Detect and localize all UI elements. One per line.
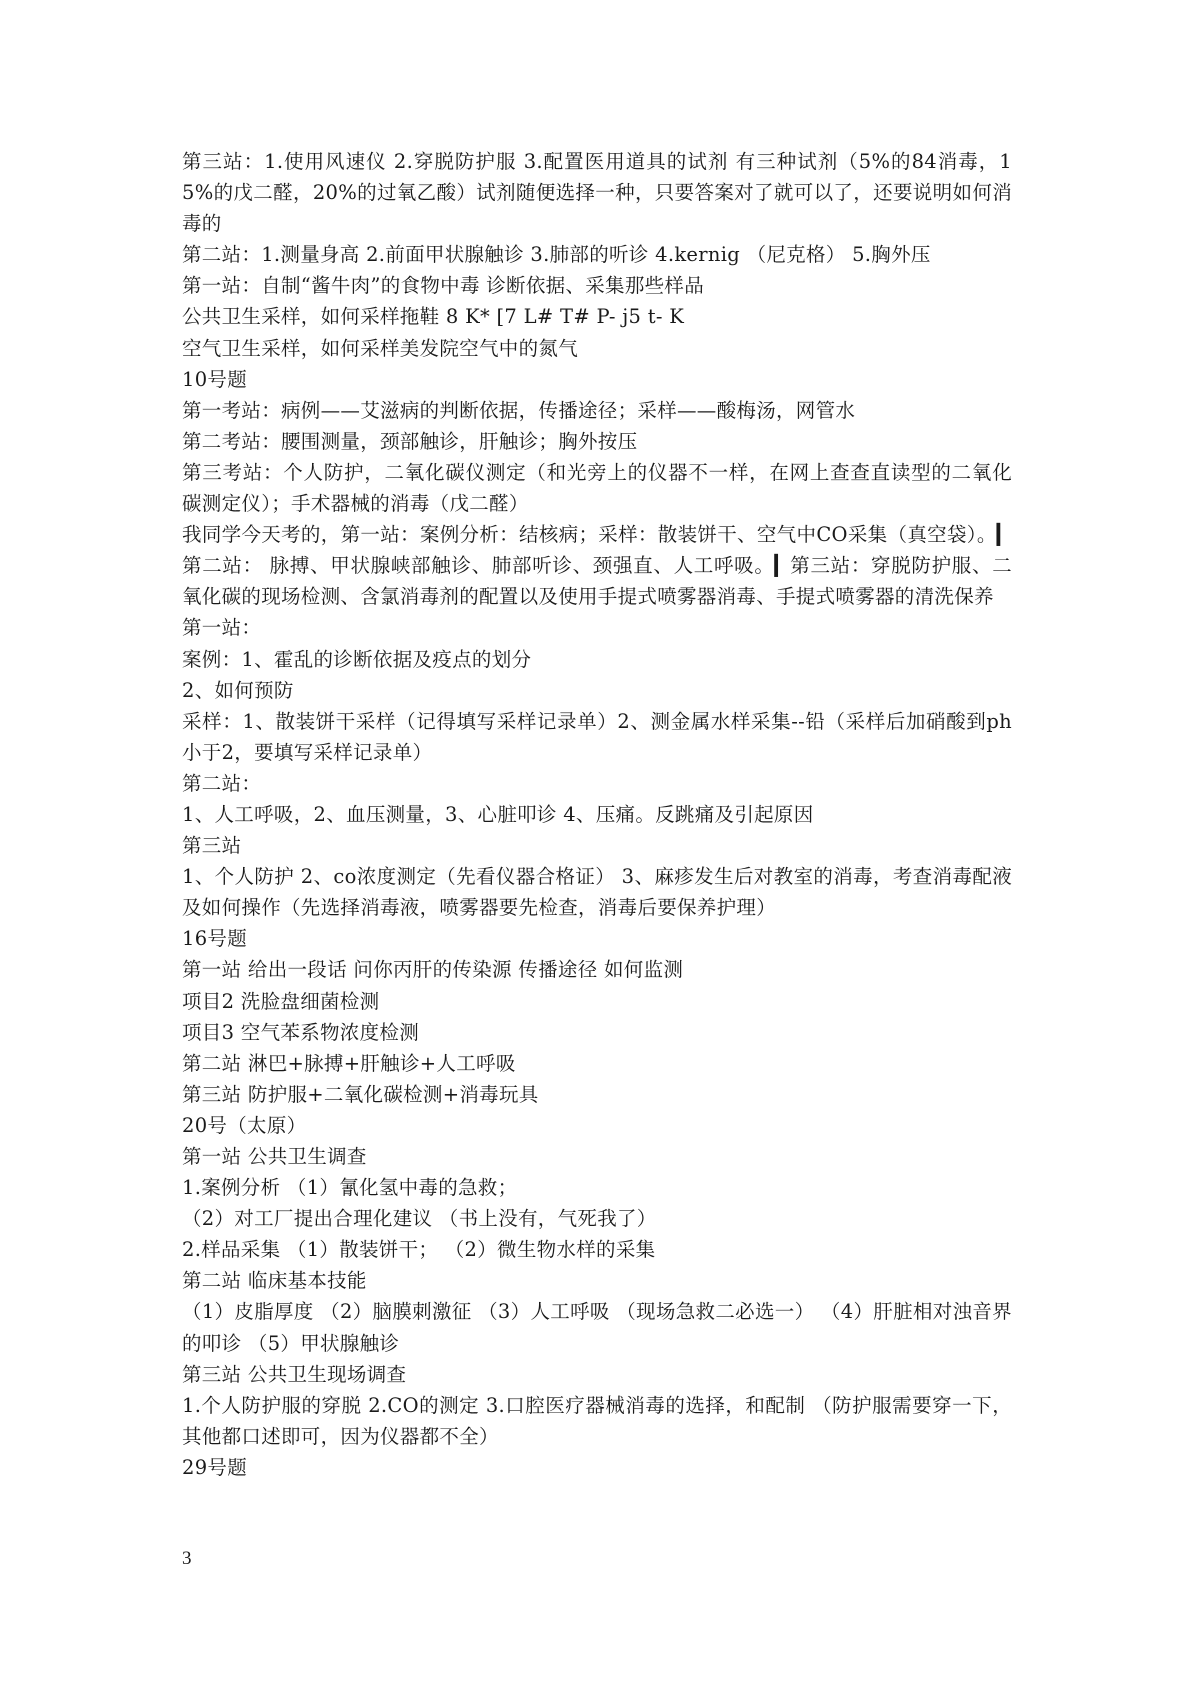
- paragraph: 空气卫生采样，如何采样美发院空气中的氮气: [182, 336, 579, 360]
- paragraph: 第三站: [182, 834, 242, 858]
- paragraph: 1、个人防护 2、co浓度测定（先看仪器合格证） 3、麻疹发生后对教室的消毒，考查消毒配液及如何操作（先选择消毒液，喷雾器要先检查，消毒后要保养护理）: [182, 865, 1012, 920]
- paragraph: 项目2 洗脸盘细菌检测: [182, 989, 380, 1013]
- section-heading: 29号题: [182, 1455, 248, 1479]
- paragraph: （2）对工厂提出合理化建议 （书上没有，气死我了）: [182, 1207, 657, 1231]
- section-heading: 10号题: [182, 367, 248, 391]
- paragraph: 2、如何预防: [182, 678, 294, 702]
- paragraph: 第一站：自制“酱牛肉”的食物中毒 诊断依据、采集那些样品: [182, 274, 705, 298]
- paragraph: 第二站：1.测量身高 2.前面甲状腺触诊 3.肺部的听诊 4.kernig （尼克格） 5.胸外压: [182, 243, 931, 267]
- paragraph: 第二考站：腰围测量，颈部触诊，肝触诊；胸外按压: [182, 429, 638, 453]
- paragraph: 采样：1、散装饼干采样（记得填写采样记录单）2、测金属水样采集--铅（采样后加硝酸到ph小于2，要填写采样记录单）: [182, 709, 1012, 764]
- paragraph: 第一站 给出一段话 问你丙肝的传染源 传播途径 如何监测: [182, 958, 684, 982]
- paragraph: 我同学今天考的，第一站：案例分析：结核病；采样：散装饼干、空气中CO采集（真空袋）。▎第二站： 脉搏、甲状腺峡部触诊、肺部听诊、颈强直、人工呼吸。▎第三站：穿脱防护服、二氧化碳的现场检测、含氯消毒剂的配置以及使用手提式喷雾器消毒、手提式喷雾器的清洗保养: [182, 523, 1012, 609]
- paragraph: 项目3 空气苯系物浓度检测: [182, 1020, 420, 1044]
- paragraph: 第一考站：病例——艾滋病的判断依据，传播途径；采样——酸梅汤，网管水: [182, 398, 856, 422]
- section-heading: 20号（太原）: [182, 1113, 307, 1137]
- paragraph: 2.样品采集 （1）散装饼干； （2）微生物水样的采集: [182, 1238, 656, 1262]
- paragraph: 第三站 公共卫生现场调查: [182, 1362, 407, 1386]
- paragraph: 第三考站：个人防护，二氧化碳仪测定（和光旁上的仪器不一样，在网上查查直读型的二氧化碳测定仪）；手术器械的消毒（戊二醛）: [182, 460, 1012, 516]
- paragraph: 第一站 公共卫生调查: [182, 1145, 367, 1168]
- paragraph: 第三站 防护服+二氧化碳检测+消毒玩具: [182, 1082, 539, 1106]
- page-number: 3: [182, 1548, 192, 1569]
- paragraph: 1、人工呼吸，2、血压测量，3、心脏叩诊 4、压痛。反跳痛及引起原因: [182, 802, 814, 826]
- paragraph: 第一站：: [182, 616, 262, 640]
- section-heading: 16号题: [182, 927, 248, 951]
- paragraph: 第二站 淋巴+脉搏+肝触诊+人工呼吸: [182, 1051, 516, 1075]
- paragraph: 第三站：1.使用风速仪 2.穿脱防护服 3.配置医用道具的试剂 有三种试剂（5%的84消毒，15%的戊二醛，20%的过氧乙酸）试剂随便选择一种，只要答案对了就可以了，还要说明如何消毒的: [182, 150, 1012, 236]
- paragraph: （1）皮脂厚度 （2）脑膜刺激征 （3）人工呼吸 （现场急救二必选一） （4）肝脏相对浊音界的叩诊 （5）甲状腺触诊: [182, 1300, 1012, 1355]
- paragraph: 第二站 临床基本技能: [182, 1269, 367, 1293]
- paragraph: 公共卫生采样，如何采样拖鞋 8 K* [7 L# T# P- j5 t- K: [182, 305, 685, 329]
- paragraph: 案例：1、霍乱的诊断依据及疫点的划分: [182, 647, 532, 671]
- paragraph: 1.案例分析 （1）氰化氢中毒的急救；: [182, 1176, 518, 1200]
- paragraph: 第二站：: [182, 771, 262, 795]
- paragraph: 1.个人防护服的穿脱 2.CO的测定 3.口腔医疗器械消毒的选择，和配制 （防护服需要穿一下，其他都口述即可，因为仪器都不全）: [182, 1393, 1012, 1448]
- document-body: [182, 146, 1012, 1483]
